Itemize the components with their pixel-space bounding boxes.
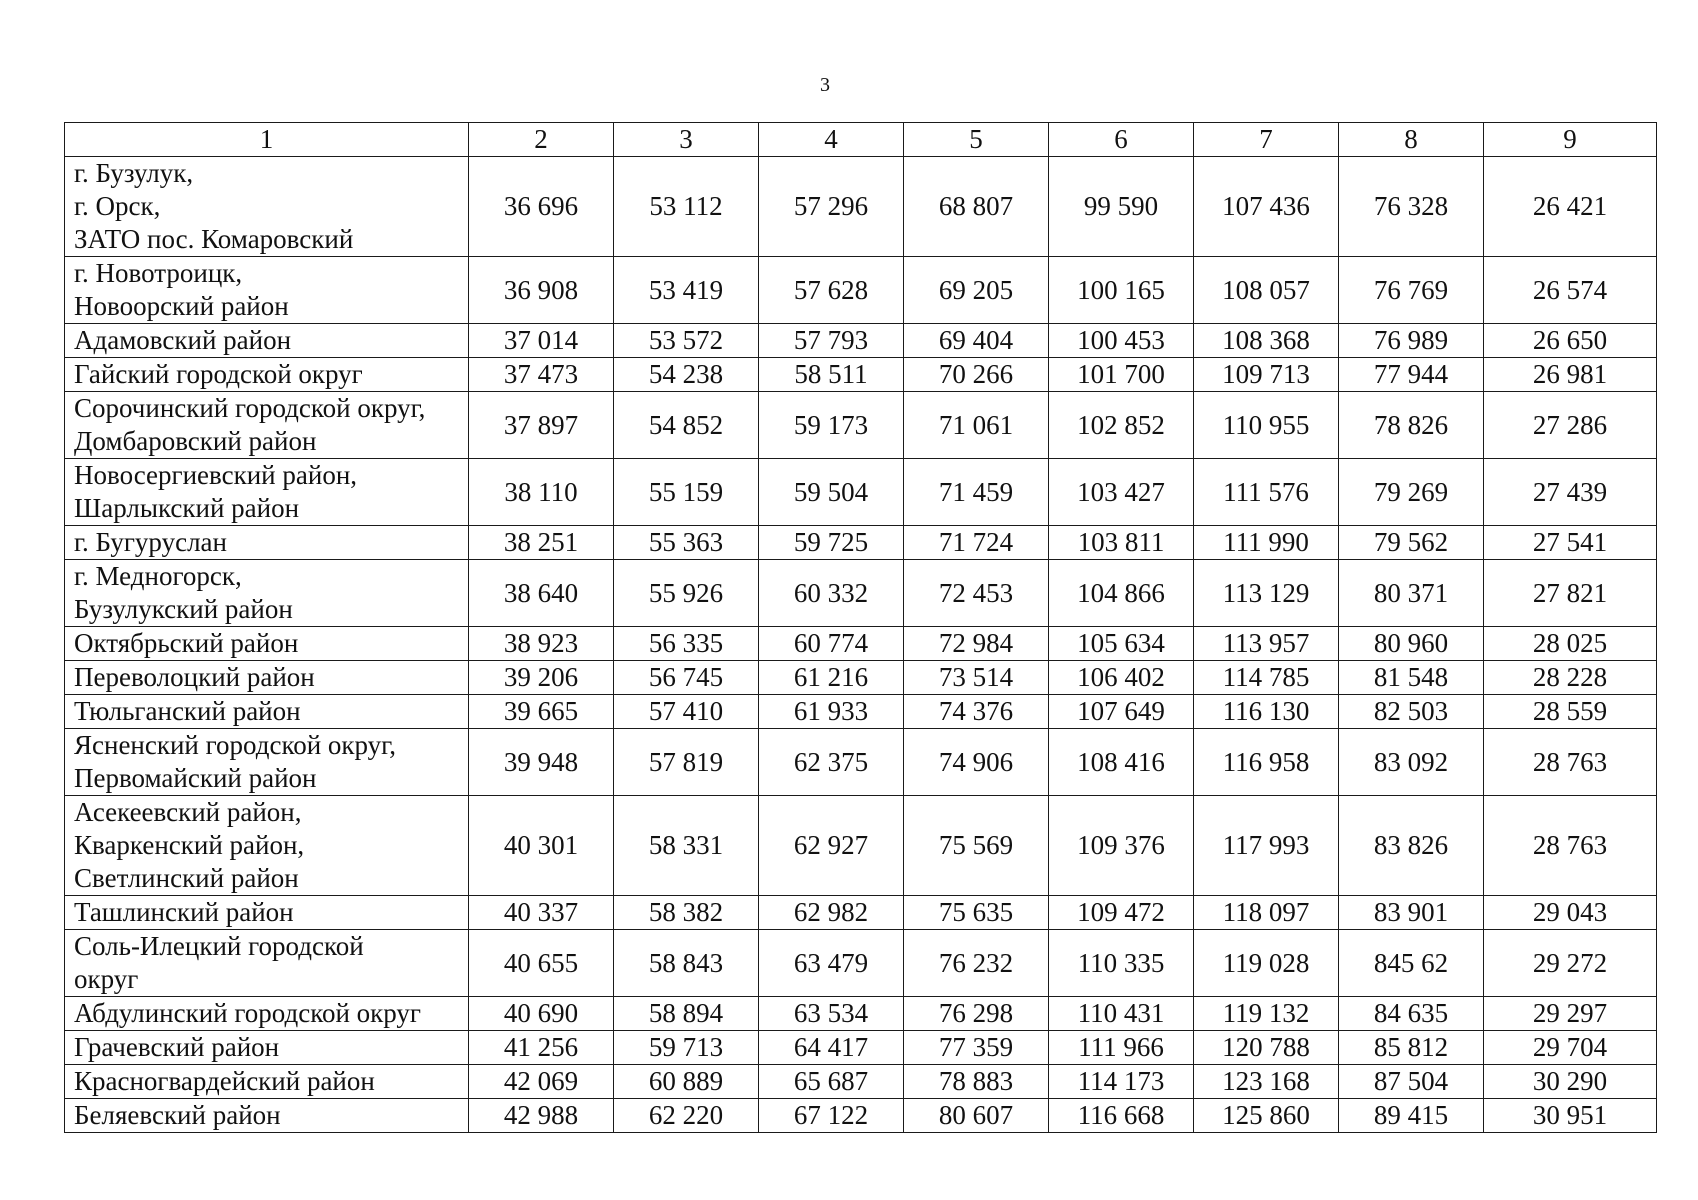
- value-cell-col-4: 57 793: [759, 324, 904, 358]
- value-cell-col-7: 111 576: [1194, 459, 1339, 526]
- column-header-9: 9: [1484, 123, 1657, 157]
- value-cell-col-8: 83 901: [1339, 896, 1484, 930]
- district-name-line: Абдулинский городской округ: [74, 998, 421, 1028]
- value-cell-col-6: 100 165: [1049, 257, 1194, 324]
- value-cell-col-2: 37 473: [469, 358, 614, 392]
- value-cell-col-8: 84 635: [1339, 997, 1484, 1031]
- table-row: [65, 324, 1657, 358]
- district-name-line: г. Бугуруслан: [74, 527, 227, 557]
- value-cell-col-3: 53 419: [614, 257, 759, 324]
- district-name-cell: [65, 560, 469, 627]
- district-name-line: Домбаровский район: [74, 426, 317, 456]
- district-name-cell: [65, 392, 469, 459]
- value-cell-col-9: 30 290: [1484, 1065, 1657, 1099]
- value-cell-col-5: 75 569: [904, 796, 1049, 896]
- value-cell-col-6: 110 431: [1049, 997, 1194, 1031]
- value-cell-col-5: 76 298: [904, 997, 1049, 1031]
- value-cell-col-5: 73 514: [904, 661, 1049, 695]
- value-cell-col-8: 76 989: [1339, 324, 1484, 358]
- value-cell-col-7: 116 958: [1194, 729, 1339, 796]
- value-cell-col-8: 87 504: [1339, 1065, 1484, 1099]
- value-cell-col-8: 80 960: [1339, 627, 1484, 661]
- value-cell-col-9: 28 025: [1484, 627, 1657, 661]
- column-header-3: 3: [614, 123, 759, 157]
- district-name-line: Новоорский район: [74, 291, 289, 321]
- value-cell-col-8: 82 503: [1339, 695, 1484, 729]
- table-row: [65, 1099, 1657, 1133]
- value-cell-col-6: 114 173: [1049, 1065, 1194, 1099]
- value-cell-col-7: 119 028: [1194, 930, 1339, 997]
- district-name-line: Переволоцкий район: [74, 662, 315, 692]
- district-name-cell: [65, 930, 469, 997]
- district-name-line: Гайский городской округ: [74, 359, 363, 389]
- value-cell-col-5: 69 205: [904, 257, 1049, 324]
- value-cell-col-5: 80 607: [904, 1099, 1049, 1133]
- value-cell-col-7: 114 785: [1194, 661, 1339, 695]
- value-cell-col-7: 109 713: [1194, 358, 1339, 392]
- value-cell-col-7: 113 957: [1194, 627, 1339, 661]
- district-name-cell: [65, 358, 469, 392]
- value-cell-col-8: 80 371: [1339, 560, 1484, 627]
- table-row: [65, 1031, 1657, 1065]
- district-name-line: Светлинский район: [74, 863, 299, 893]
- value-cell-col-8: 79 562: [1339, 526, 1484, 560]
- value-cell-col-8: 89 415: [1339, 1099, 1484, 1133]
- value-cell-col-3: 53 572: [614, 324, 759, 358]
- district-name-cell: [65, 695, 469, 729]
- value-cell-col-4: 57 628: [759, 257, 904, 324]
- value-cell-col-2: 38 923: [469, 627, 614, 661]
- table-row: [65, 560, 1657, 627]
- value-cell-col-7: 111 990: [1194, 526, 1339, 560]
- value-cell-col-2: 42 988: [469, 1099, 614, 1133]
- district-name-cell: [65, 627, 469, 661]
- value-cell-col-9: 28 763: [1484, 796, 1657, 896]
- value-cell-col-3: 57 819: [614, 729, 759, 796]
- table-row: [65, 358, 1657, 392]
- value-cell-col-7: 116 130: [1194, 695, 1339, 729]
- value-cell-col-5: 68 807: [904, 157, 1049, 257]
- value-cell-col-4: 61 933: [759, 695, 904, 729]
- value-cell-col-6: 99 590: [1049, 157, 1194, 257]
- value-cell-col-5: 78 883: [904, 1065, 1049, 1099]
- value-cell-col-2: 40 301: [469, 796, 614, 896]
- table-row: [65, 459, 1657, 526]
- value-cell-col-8: 845 62: [1339, 930, 1484, 997]
- district-name-line: г. Новотроицк,: [74, 258, 243, 288]
- value-cell-col-8: 77 944: [1339, 358, 1484, 392]
- district-name-line: Соль-Илецкий городской: [74, 931, 364, 961]
- value-cell-col-2: 40 337: [469, 896, 614, 930]
- value-cell-col-2: 37 014: [469, 324, 614, 358]
- value-cell-col-6: 106 402: [1049, 661, 1194, 695]
- value-cell-col-9: 26 981: [1484, 358, 1657, 392]
- value-cell-col-6: 102 852: [1049, 392, 1194, 459]
- value-cell-col-4: 60 332: [759, 560, 904, 627]
- value-cell-col-5: 72 984: [904, 627, 1049, 661]
- column-header-2: 2: [469, 123, 614, 157]
- value-cell-col-3: 55 363: [614, 526, 759, 560]
- value-cell-col-7: 119 132: [1194, 997, 1339, 1031]
- value-cell-col-7: 118 097: [1194, 896, 1339, 930]
- value-cell-col-3: 58 382: [614, 896, 759, 930]
- value-cell-col-4: 59 173: [759, 392, 904, 459]
- district-name-line: г. Орск,: [74, 191, 161, 221]
- value-cell-col-7: 108 368: [1194, 324, 1339, 358]
- value-cell-col-6: 104 866: [1049, 560, 1194, 627]
- header-row: [65, 123, 1657, 157]
- value-cell-col-8: 81 548: [1339, 661, 1484, 695]
- table-row: [65, 526, 1657, 560]
- column-header-7: 7: [1194, 123, 1339, 157]
- district-name-line: Беляевский район: [74, 1100, 281, 1130]
- value-cell-col-8: 85 812: [1339, 1031, 1484, 1065]
- value-cell-col-6: 108 416: [1049, 729, 1194, 796]
- value-cell-col-4: 65 687: [759, 1065, 904, 1099]
- value-cell-col-3: 59 713: [614, 1031, 759, 1065]
- value-cell-col-7: 113 129: [1194, 560, 1339, 627]
- value-cell-col-3: 58 894: [614, 997, 759, 1031]
- value-cell-col-2: 36 908: [469, 257, 614, 324]
- page-number: 3: [820, 74, 830, 96]
- value-cell-col-9: 27 439: [1484, 459, 1657, 526]
- district-name-cell: [65, 1065, 469, 1099]
- district-name-line: Сорочинский городской округ,: [74, 393, 426, 423]
- value-cell-col-2: 40 690: [469, 997, 614, 1031]
- value-cell-col-8: 83 826: [1339, 796, 1484, 896]
- value-cell-col-4: 61 216: [759, 661, 904, 695]
- table-row: [65, 997, 1657, 1031]
- value-cell-col-9: 29 297: [1484, 997, 1657, 1031]
- district-name-cell: [65, 157, 469, 257]
- value-cell-col-9: 27 821: [1484, 560, 1657, 627]
- value-cell-col-9: 28 559: [1484, 695, 1657, 729]
- value-cell-col-4: 60 774: [759, 627, 904, 661]
- value-cell-col-9: 27 286: [1484, 392, 1657, 459]
- value-cell-col-5: 76 232: [904, 930, 1049, 997]
- value-cell-col-3: 53 112: [614, 157, 759, 257]
- district-name-line: г. Медногорск,: [74, 561, 242, 591]
- value-cell-col-9: 29 704: [1484, 1031, 1657, 1065]
- value-cell-col-4: 62 375: [759, 729, 904, 796]
- value-cell-col-3: 55 926: [614, 560, 759, 627]
- value-cell-col-7: 107 436: [1194, 157, 1339, 257]
- table-row: [65, 896, 1657, 930]
- value-cell-col-5: 75 635: [904, 896, 1049, 930]
- district-name-line: Тюльганский район: [74, 696, 301, 726]
- value-cell-col-8: 76 769: [1339, 257, 1484, 324]
- data-table: [64, 122, 1657, 1133]
- table-body: [65, 157, 1657, 1133]
- value-cell-col-8: 78 826: [1339, 392, 1484, 459]
- district-name-line: Шарлыкский район: [74, 493, 300, 523]
- district-name-cell: [65, 997, 469, 1031]
- district-name-cell: [65, 796, 469, 896]
- value-cell-col-4: 58 511: [759, 358, 904, 392]
- value-cell-col-4: 62 927: [759, 796, 904, 896]
- district-name-cell: [65, 526, 469, 560]
- value-cell-col-8: 76 328: [1339, 157, 1484, 257]
- value-cell-col-3: 54 238: [614, 358, 759, 392]
- value-cell-col-8: 83 092: [1339, 729, 1484, 796]
- value-cell-col-3: 54 852: [614, 392, 759, 459]
- value-cell-col-5: 72 453: [904, 560, 1049, 627]
- district-name-line: Октябрьский район: [74, 628, 299, 658]
- column-header-5: 5: [904, 123, 1049, 157]
- district-name-line: Новосергиевский район,: [74, 460, 358, 490]
- value-cell-col-2: 38 640: [469, 560, 614, 627]
- value-cell-col-3: 57 410: [614, 695, 759, 729]
- value-cell-col-5: 71 724: [904, 526, 1049, 560]
- value-cell-col-4: 67 122: [759, 1099, 904, 1133]
- value-cell-col-2: 36 696: [469, 157, 614, 257]
- district-name-line: Бузулукский район: [74, 594, 293, 624]
- table-header: [65, 123, 1657, 157]
- value-cell-col-6: 103 811: [1049, 526, 1194, 560]
- district-name-line: Красногвардейский район: [74, 1066, 375, 1096]
- value-cell-col-6: 100 453: [1049, 324, 1194, 358]
- district-name-cell: [65, 661, 469, 695]
- value-cell-col-2: 37 897: [469, 392, 614, 459]
- value-cell-col-6: 103 427: [1049, 459, 1194, 526]
- value-cell-col-9: 29 043: [1484, 896, 1657, 930]
- value-cell-col-5: 77 359: [904, 1031, 1049, 1065]
- value-cell-col-7: 120 788: [1194, 1031, 1339, 1065]
- value-cell-col-6: 101 700: [1049, 358, 1194, 392]
- value-cell-col-5: 69 404: [904, 324, 1049, 358]
- value-cell-col-5: 71 061: [904, 392, 1049, 459]
- table-row: [65, 1065, 1657, 1099]
- value-cell-col-2: 39 206: [469, 661, 614, 695]
- value-cell-col-9: 28 763: [1484, 729, 1657, 796]
- value-cell-col-3: 62 220: [614, 1099, 759, 1133]
- district-name-line: округ: [74, 964, 139, 994]
- value-cell-col-5: 74 376: [904, 695, 1049, 729]
- column-header-4: 4: [759, 123, 904, 157]
- value-cell-col-6: 116 668: [1049, 1099, 1194, 1133]
- district-name-cell: [65, 1031, 469, 1065]
- district-name-cell: [65, 257, 469, 324]
- table-row: [65, 729, 1657, 796]
- value-cell-col-7: 125 860: [1194, 1099, 1339, 1133]
- column-header-1: 1: [65, 123, 469, 157]
- value-cell-col-4: 57 296: [759, 157, 904, 257]
- value-cell-col-3: 56 335: [614, 627, 759, 661]
- value-cell-col-6: 107 649: [1049, 695, 1194, 729]
- district-name-line: ЗАТО пос. Комаровский: [74, 224, 354, 254]
- district-name-line: Грачевский район: [74, 1032, 280, 1062]
- value-cell-col-4: 64 417: [759, 1031, 904, 1065]
- district-name-line: Ясненский городской округ,: [74, 730, 396, 760]
- value-cell-col-6: 110 335: [1049, 930, 1194, 997]
- value-cell-col-9: 26 650: [1484, 324, 1657, 358]
- value-cell-col-6: 109 472: [1049, 896, 1194, 930]
- value-cell-col-3: 58 331: [614, 796, 759, 896]
- value-cell-col-3: 56 745: [614, 661, 759, 695]
- district-name-line: Первомайский район: [74, 763, 317, 793]
- value-cell-col-2: 38 110: [469, 459, 614, 526]
- value-cell-col-8: 79 269: [1339, 459, 1484, 526]
- value-cell-col-2: 38 251: [469, 526, 614, 560]
- column-header-8: 8: [1339, 123, 1484, 157]
- value-cell-col-9: 30 951: [1484, 1099, 1657, 1133]
- district-name-line: Кваркенский район,: [74, 830, 305, 860]
- value-cell-col-5: 71 459: [904, 459, 1049, 526]
- district-name-cell: [65, 1099, 469, 1133]
- value-cell-col-9: 29 272: [1484, 930, 1657, 997]
- table-row: [65, 627, 1657, 661]
- value-cell-col-2: 40 655: [469, 930, 614, 997]
- value-cell-col-5: 74 906: [904, 729, 1049, 796]
- district-name-line: Адамовский район: [74, 325, 292, 355]
- value-cell-col-2: 39 948: [469, 729, 614, 796]
- table-row: [65, 257, 1657, 324]
- table-row: [65, 796, 1657, 896]
- value-cell-col-9: 27 541: [1484, 526, 1657, 560]
- district-name-cell: [65, 459, 469, 526]
- value-cell-col-7: 123 168: [1194, 1065, 1339, 1099]
- value-cell-col-5: 70 266: [904, 358, 1049, 392]
- value-cell-col-9: 26 574: [1484, 257, 1657, 324]
- column-header-6: 6: [1049, 123, 1194, 157]
- district-name-line: г. Бузулук,: [74, 158, 194, 188]
- value-cell-col-3: 55 159: [614, 459, 759, 526]
- value-cell-col-4: 63 534: [759, 997, 904, 1031]
- table-row: [65, 392, 1657, 459]
- value-cell-col-7: 110 955: [1194, 392, 1339, 459]
- value-cell-col-7: 117 993: [1194, 796, 1339, 896]
- district-name-cell: [65, 324, 469, 358]
- value-cell-col-2: 42 069: [469, 1065, 614, 1099]
- district-name-cell: [65, 896, 469, 930]
- value-cell-col-4: 59 725: [759, 526, 904, 560]
- value-cell-col-7: 108 057: [1194, 257, 1339, 324]
- value-cell-col-6: 109 376: [1049, 796, 1194, 896]
- district-name-cell: [65, 729, 469, 796]
- value-cell-col-3: 60 889: [614, 1065, 759, 1099]
- value-cell-col-9: 26 421: [1484, 157, 1657, 257]
- value-cell-col-6: 105 634: [1049, 627, 1194, 661]
- district-name-line: Асекеевский район,: [74, 797, 302, 827]
- value-cell-col-4: 63 479: [759, 930, 904, 997]
- table-row: [65, 661, 1657, 695]
- value-cell-col-4: 62 982: [759, 896, 904, 930]
- value-cell-col-4: 59 504: [759, 459, 904, 526]
- value-cell-col-2: 41 256: [469, 1031, 614, 1065]
- district-name-line: Ташлинский район: [74, 897, 294, 927]
- value-cell-col-2: 39 665: [469, 695, 614, 729]
- value-cell-col-3: 58 843: [614, 930, 759, 997]
- value-cell-col-6: 111 966: [1049, 1031, 1194, 1065]
- value-cell-col-9: 28 228: [1484, 661, 1657, 695]
- table-row: [65, 930, 1657, 997]
- table-row: [65, 695, 1657, 729]
- table-row: [65, 157, 1657, 257]
